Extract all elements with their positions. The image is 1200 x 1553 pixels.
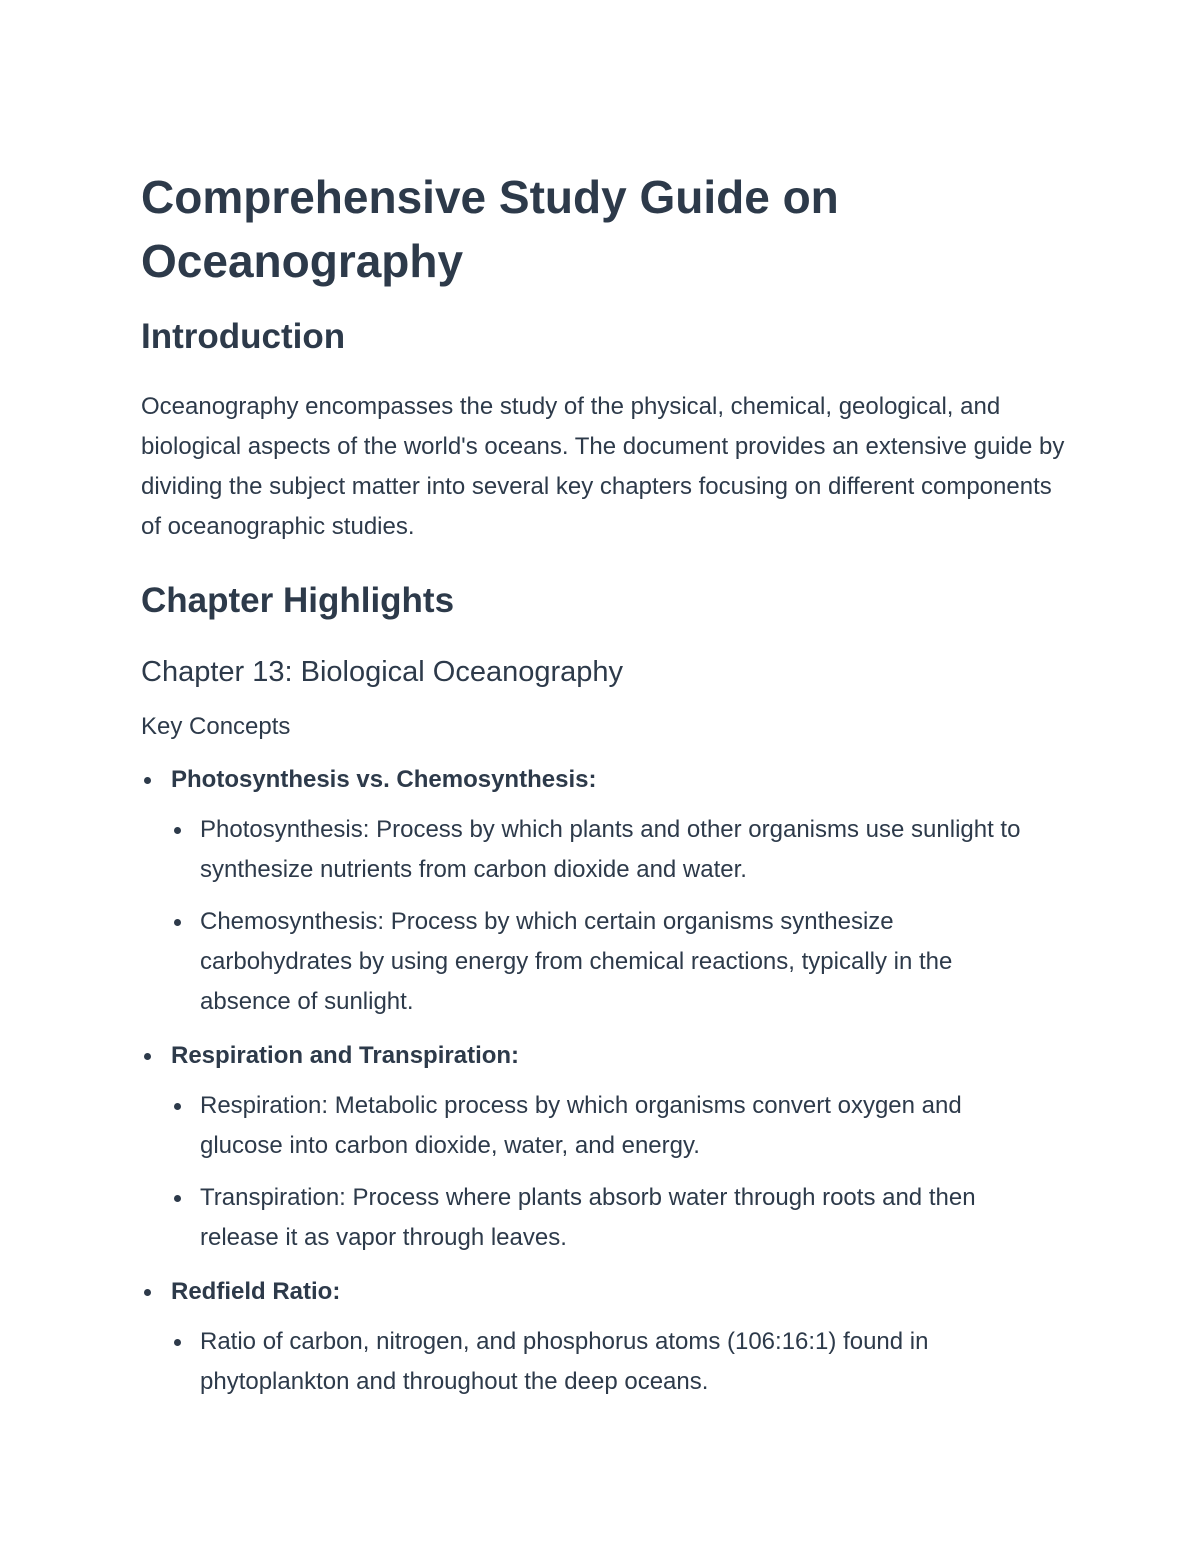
concept-item [141, 1036, 1071, 1258]
concept-title: Redfield Ratio: [171, 1278, 341, 1305]
document-page [141, 165, 1071, 1416]
introduction-heading: Introduction [141, 317, 346, 356]
concept-item [141, 1272, 1071, 1402]
bullet-icon [174, 1339, 181, 1346]
concept-detail [171, 810, 1040, 890]
introduction-paragraph: Oceanography encompasses the study of the physical, chemical, geological, and biological aspects of the world's oceans. The document provides an extensive guide by dividing the subject matter into several key chapters focusing on different components of oceanographic studies. [141, 393, 1065, 540]
bullet-icon [174, 919, 181, 926]
concept-detail-text: Chemosynthesis: Process by which certain organisms synthesize carbohydrates by using energy from chemical reactions, typically in the absence of sunlight. [200, 908, 953, 1015]
bullet-icon [174, 1103, 181, 1110]
bullet-icon [144, 777, 151, 784]
chapter-highlights-heading: Chapter Highlights [141, 581, 455, 620]
document-title: Comprehensive Study Guide on Oceanography [141, 171, 839, 287]
concept-detail [171, 902, 1040, 1022]
concept-sublist [171, 1322, 1071, 1402]
concept-title: Photosynthesis vs. Chemosynthesis: [171, 766, 597, 793]
bullet-icon [174, 827, 181, 834]
concept-item [141, 760, 1071, 1022]
concept-detail-text: Ratio of carbon, nitrogen, and phosphorus atoms (106:16:1) found in phytoplankton and throughout the deep oceans. [200, 1328, 929, 1395]
concept-detail-text: Photosynthesis: Process by which plants and other organisms use sunlight to synthesize nutrients from carbon dioxide and water. [200, 816, 1021, 883]
concept-title: Respiration and Transpiration: [171, 1042, 520, 1069]
concept-detail [171, 1086, 1040, 1166]
concept-detail [171, 1178, 1040, 1258]
chapter-title: Chapter 13: Biological Oceanography [141, 656, 624, 688]
concept-sublist [171, 1086, 1071, 1258]
bullet-icon [174, 1195, 181, 1202]
concept-detail-text: Respiration: Metabolic process by which organisms convert oxygen and glucose into carbon dioxide, water, and energy. [200, 1092, 962, 1159]
bullet-icon [144, 1289, 151, 1296]
concept-detail-text: Transpiration: Process where plants absorb water through roots and then release it as vapor through leaves. [200, 1184, 976, 1251]
bullet-icon [144, 1053, 151, 1060]
key-concepts-list [141, 760, 1071, 1402]
key-concepts-heading: Key Concepts [141, 713, 291, 740]
concept-detail [171, 1322, 1040, 1402]
concept-sublist [171, 810, 1071, 1022]
